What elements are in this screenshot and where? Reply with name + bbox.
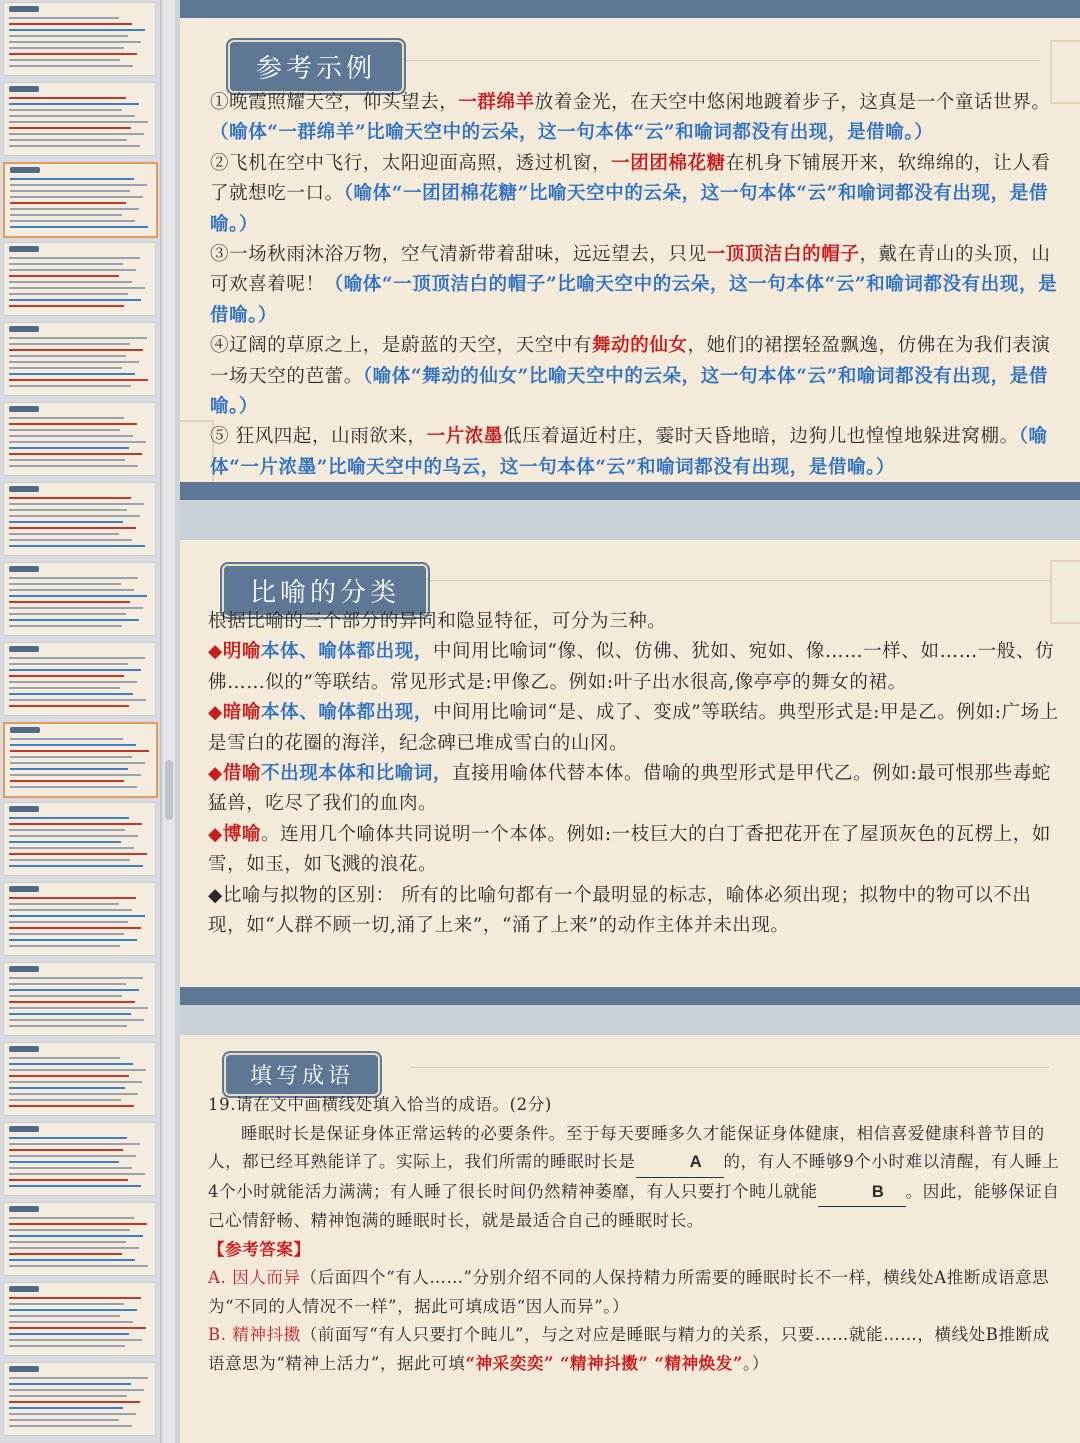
thumbnail-text-line xyxy=(9,349,143,351)
thumbnail-scrollbar[interactable] xyxy=(163,0,175,1443)
thumbnail-text-line xyxy=(9,1013,131,1015)
thumbnail-text-line xyxy=(9,29,145,31)
thumbnail-text-line xyxy=(9,663,128,665)
thumbnail-text-line xyxy=(9,1185,141,1187)
thumbnail-text-line xyxy=(9,1149,123,1151)
thumbnail-text-line xyxy=(9,109,122,111)
slide-thumbnail[interactable] xyxy=(3,402,156,476)
thumbnail-text-line xyxy=(9,1395,127,1397)
thumbnail-title-bar xyxy=(9,486,39,492)
slide-thumbnail[interactable] xyxy=(3,322,156,396)
thumbnail-text-line xyxy=(9,577,138,579)
thumbnail-text-line xyxy=(10,756,132,758)
thumbnail-text-line xyxy=(9,429,120,431)
thumbnail-text-line xyxy=(9,829,125,831)
thumbnail-text-line xyxy=(9,539,132,541)
thumbnail-text-line xyxy=(9,1247,139,1249)
thumbnail-text-line xyxy=(9,995,122,997)
thumbnail-text-line xyxy=(9,263,123,265)
thumbnail-text-line xyxy=(9,817,129,819)
thumbnail-text-line xyxy=(9,1081,142,1083)
thumbnail-title-bar xyxy=(9,566,39,572)
thumbnail-text-line xyxy=(9,305,124,307)
slide-thumbnail[interactable] xyxy=(3,82,156,156)
thumbnail-text-line xyxy=(9,435,133,437)
section-title: 参考示例 xyxy=(228,40,404,93)
thumbnail-text-line xyxy=(9,1001,135,1003)
thumbnail-text-line xyxy=(9,1179,128,1181)
thumbnail-text-line xyxy=(9,41,141,43)
example-item: ②飞机在空中飞行，太阳迎面高照，透过机窗，一团团棉花糖在机身下铺展开来，软绵绵的，让人看了就想吃一口。（喻体“一团团棉花糖”比喻天空中的云朵，这一句本体“云”和喻词都没有出现，是借喻。） xyxy=(210,152,1051,235)
thumbnail-text-line xyxy=(10,208,139,210)
thumbnail-title-bar xyxy=(9,1046,39,1052)
slide-metaphor-classification[interactable] xyxy=(180,540,1080,1005)
thumbnail-text-line xyxy=(9,859,130,861)
thumbnail-text-line xyxy=(9,1425,132,1427)
decorative-line xyxy=(410,1067,1050,1068)
thumbnail-text-line xyxy=(9,1229,130,1231)
thumbnail-text-line xyxy=(9,619,139,621)
type-item: ◆博喻。连用几个喻体共同说明一个本体。例如:一枝巨大的白丁香把花开在了屋顶灰色的瓦楞上，如雪，如玉，如飞溅的浪花。 xyxy=(208,823,1051,876)
thumbnail-text-line xyxy=(9,1297,141,1299)
thumbnail-text-line xyxy=(9,1063,133,1065)
thumbnail-title-bar xyxy=(9,406,39,412)
thumbnail-text-line xyxy=(9,97,126,99)
thumbnail-text-line xyxy=(9,355,126,357)
thumbnail-text-line xyxy=(9,497,131,499)
thumbnail-text-line xyxy=(9,417,124,419)
thumbnail-title-bar xyxy=(9,326,39,332)
section-title: 比喻的分类 xyxy=(222,564,428,617)
thumbnail-text-line xyxy=(9,1105,134,1107)
thumbnail-title-bar xyxy=(10,727,40,733)
thumbnail-text-line xyxy=(9,23,132,25)
thumbnail-text-line xyxy=(9,835,138,837)
thumbnail-text-line xyxy=(9,1099,121,1101)
thumbnail-text-line xyxy=(10,738,123,740)
slide-thumbnail[interactable] xyxy=(3,1122,156,1196)
thumbnail-text-line xyxy=(9,1321,133,1323)
thumbnail-text-line xyxy=(9,1259,135,1261)
thumbnail-text-line xyxy=(9,1235,143,1237)
slide-thumbnail[interactable] xyxy=(3,2,156,76)
section-title: 填写成语 xyxy=(224,1053,380,1096)
thumbnail-text-line xyxy=(9,275,119,277)
answer-b: B. 精神抖擞（前面写“有人只要打个盹儿”，与之对应是睡眠与精力的关系，只要……就能……，横线处B推断成语意思为“精神上活力”，据此可填“神采奕奕” “精神抖擞” “精神焕发”。） xyxy=(208,1325,1050,1373)
thumbnail-text-line xyxy=(9,65,133,67)
thumbnail-text-line xyxy=(9,453,142,455)
thumbnail-text-line xyxy=(9,613,126,615)
thumbnail-text-line xyxy=(9,545,145,547)
thumbnail-text-line xyxy=(10,178,134,180)
thumbnail-text-line xyxy=(9,459,125,461)
thumbnail-text-line xyxy=(9,847,134,849)
thumbnail-text-line xyxy=(10,226,148,228)
thumbnail-text-line xyxy=(9,1345,125,1347)
type-item: ◆借喻不出现本体和比喻词，直接用喻体代替本体。借喻的典型形式是甲代乙。例如:最可恨那些毒蛇猛兽，吃尽了我们的血肉。 xyxy=(208,763,1051,815)
thumbnail-text-line xyxy=(9,977,143,979)
thumbnail-text-line xyxy=(10,220,135,222)
slide-thumbnail-panel xyxy=(0,0,161,1443)
slide-thumbnail[interactable] xyxy=(3,882,156,956)
thumbnail-text-line xyxy=(9,1419,119,1421)
thumbnail-text-line xyxy=(9,1383,131,1385)
type-item: ◆明喻本体、喻体都出现，中间用比喻词“像、似、仿佛、犹如、宛如、像……一样、如……一般、仿佛……似的”等联结。常见形式是:甲像乙。例如:叶子出水很高,像亭亭的舞女的裙。 xyxy=(208,641,1055,693)
thumbnail-text-line xyxy=(9,1377,148,1379)
thumbnail-text-line xyxy=(9,939,137,941)
thumbnail-text-line xyxy=(9,1413,136,1415)
thumbnail-text-line xyxy=(9,1137,127,1139)
thumbnail-text-line xyxy=(9,1069,146,1071)
thumbnail-text-line xyxy=(9,657,145,659)
difference-item: ◆比喻与拟物的区别： 所有的比喻句都有一个最明显的标志，喻体必须出现；拟物中的物可以不出现，如“人群不顾一切,涌了上来”，“涌了上来”的动作主体并未出现。 xyxy=(208,884,1032,937)
slide-thumbnail[interactable] xyxy=(3,802,156,876)
thumbnail-text-line xyxy=(9,527,136,529)
slide-header-bar xyxy=(180,0,1080,18)
thumbnail-title-bar xyxy=(9,806,39,812)
thumbnail-text-line xyxy=(9,921,128,923)
thumbnail-text-line xyxy=(9,1253,122,1255)
thumbnail-text-line xyxy=(9,909,132,911)
thumbnail-title-bar xyxy=(9,646,39,652)
thumbnail-text-line xyxy=(10,768,128,770)
thumbnail-text-line xyxy=(9,1075,129,1077)
thumbnail-text-line xyxy=(9,945,120,947)
thumbnail-title-bar xyxy=(9,886,39,892)
thumbnail-text-line xyxy=(10,780,124,782)
passage: 睡眠时长是保证身体正常运转的必要条件。至于每天要睡多久才能保证身体健康，相信喜爱健康科普节目的人，都已经耳熟能详了。实际上，我们所需的睡眠时长是 A 的，有人不睡够9个小时难以清醒，有人睡上4个小时就能活力满满；有人睡了很长时间仍然精神萎靡，有人只要打个盹儿就能 B 。因此，能够保证自己心情舒畅、精神饱满的睡眠时长，就是最适合自己的睡眠时长。 xyxy=(208,1123,1060,1230)
thumbnail-text-line xyxy=(9,583,121,585)
thumbnail-text-line xyxy=(9,447,129,449)
thumbnail-text-line xyxy=(9,1025,127,1027)
thumbnail-text-line xyxy=(10,184,147,186)
example-item: ⑤ 狂风四起，山雨欲来，一片浓墨低压着逼近村庄，霎时天昏地暗，边狗儿也惶惶地躲进窝棚。（喻体“一片浓墨”比喻天空中的乌云，这一句本体“云”和喻词都没有出现，是借喻。） xyxy=(210,426,1048,478)
thumbnail-text-line xyxy=(9,103,139,105)
thumbnail-text-line xyxy=(9,465,138,467)
thumbnail-text-line xyxy=(9,983,126,985)
slide-thumbnail[interactable] xyxy=(3,1042,156,1116)
thumbnail-text-line xyxy=(10,744,136,746)
example-list xyxy=(210,88,1060,483)
thumbnail-text-line xyxy=(9,1143,140,1145)
thumbnail-text-line xyxy=(9,1007,148,1009)
thumbnail-text-line xyxy=(9,1339,142,1341)
thumbnail-text-line xyxy=(9,121,148,123)
thumbnail-text-line xyxy=(9,669,141,671)
thumbnail-text-line xyxy=(9,299,141,301)
thumbnail-text-line xyxy=(9,47,124,49)
intro-text: 根据比喻的三个部分的异同和隐显特征，可分为三种。 xyxy=(208,611,667,632)
slide-reference-example[interactable] xyxy=(180,0,1080,500)
thumbnail-text-line xyxy=(9,841,121,843)
thumbnail-text-line xyxy=(9,1327,146,1329)
thumbnail-title-bar xyxy=(9,1286,39,1292)
thumbnail-text-line xyxy=(9,699,146,701)
thumbnail-text-line xyxy=(9,625,122,627)
thumbnail-text-line xyxy=(9,257,140,259)
thumbnail-text-line xyxy=(9,687,120,689)
thumbnail-text-line xyxy=(9,1087,125,1089)
slide-thumbnail[interactable] xyxy=(3,162,158,238)
thumbnail-text-line xyxy=(9,601,130,603)
thumbnail-text-line xyxy=(9,1167,132,1169)
thumbnail-text-line xyxy=(9,269,136,271)
thumbnail-title-bar xyxy=(9,1366,39,1372)
thumbnail-text-line xyxy=(9,521,123,523)
thumbnail-text-line xyxy=(10,196,143,198)
classification-content xyxy=(208,607,1060,941)
thumbnail-text-line xyxy=(10,190,130,192)
slide-thumbnail[interactable] xyxy=(3,962,156,1036)
thumbnail-text-line xyxy=(10,786,137,788)
thumbnail-text-line xyxy=(9,1333,129,1335)
thumbnail-text-line xyxy=(9,293,128,295)
thumbnail-text-line xyxy=(9,1155,136,1157)
decorative-corner xyxy=(180,420,214,484)
thumbnail-title-bar xyxy=(9,1206,39,1212)
thumbnail-text-line xyxy=(9,865,143,867)
thumbnail-title-bar xyxy=(9,6,39,12)
thumbnail-text-line xyxy=(9,1315,120,1317)
blank-b[interactable]: B xyxy=(818,1178,906,1208)
thumbnail-text-line xyxy=(9,423,137,425)
thumbnail-text-line xyxy=(9,533,119,535)
slide-gap xyxy=(180,500,1080,540)
slide-thumbnail[interactable] xyxy=(3,482,156,556)
thumbnail-text-line xyxy=(9,361,139,363)
slide-thumbnail[interactable] xyxy=(3,1282,156,1356)
thumbnail-text-line xyxy=(9,17,119,19)
slide-thumbnail[interactable] xyxy=(3,1362,156,1436)
thumbnail-text-line xyxy=(9,59,120,61)
thumbnail-text-line xyxy=(9,509,127,511)
slide-fill-idiom[interactable] xyxy=(180,1035,1080,1443)
slide-gap xyxy=(180,1005,1080,1035)
thumbnail-text-line xyxy=(9,1265,148,1267)
thumbnail-text-line xyxy=(9,115,135,117)
thumbnail-text-line xyxy=(9,1161,119,1163)
thumbnail-text-line xyxy=(9,515,140,517)
example-item: ③一场秋雨沐浴万物，空气清新带着甜味，远远望去，只见一顶顶洁白的帽子，戴在青山的头顶，山可欢喜着呢！（喻体“一顶顶洁白的帽子”比喻天空中的云朵，这一句本体“云”和喻词都没有出现，是借喻。） xyxy=(210,244,1058,326)
thumbnail-text-line xyxy=(10,762,145,764)
thumbnail-text-line xyxy=(9,915,145,917)
thumbnail-text-line xyxy=(9,989,139,991)
decorative-line xyxy=(380,60,1040,61)
thumbnail-text-line xyxy=(9,675,124,677)
thumbnail-text-line xyxy=(9,281,132,283)
slide-thumbnail[interactable] xyxy=(3,722,158,798)
thumbnail-text-line xyxy=(9,607,143,609)
thumbnail-text-line xyxy=(9,853,147,855)
thumbnail-title-bar xyxy=(9,1126,39,1132)
thumbnail-text-line xyxy=(10,750,149,752)
thumbnail-text-line xyxy=(10,202,126,204)
thumbnail-text-line xyxy=(9,367,122,369)
thumbnail-text-line xyxy=(9,903,119,905)
thumbnail-text-line xyxy=(9,1241,126,1243)
thumbnail-text-line xyxy=(9,1217,134,1219)
thumbnail-text-line xyxy=(9,823,142,825)
thumbnail-text-line xyxy=(9,1223,147,1225)
thumbnail-text-line xyxy=(9,1303,124,1305)
example-item: ④辽阔的草原之上，是蔚蓝的天空，天空中有舞动的仙女，她们的裙摆轻盈飘逸，仿佛在为我们表演一场天空的芭蕾。（喻体“舞动的仙女”比喻天空中的云朵，这一句本体“云”和喻词都没有出现，是借喻。） xyxy=(210,335,1051,418)
thumbnail-text-line xyxy=(9,693,133,695)
thumbnail-title-bar xyxy=(9,966,39,972)
thumbnail-title-bar xyxy=(9,246,39,252)
thumbnail-text-line xyxy=(10,214,122,216)
thumbnail-text-line xyxy=(9,705,129,707)
thumbnail-title-bar xyxy=(9,86,39,92)
thumbnail-text-line xyxy=(9,337,147,339)
thumbnail-text-line xyxy=(9,145,140,147)
thumbnail-text-line xyxy=(9,933,124,935)
thumbnail-text-line xyxy=(9,127,131,129)
type-item: ◆暗喻本体、喻体都出现，中间用比喻词“是、成了、变成”等联结。典型形式是:甲是乙。例如:广场上是雪白的花圈的海洋，纪念碑已堆成雪白的山冈。 xyxy=(208,702,1059,754)
thumbnail-text-line xyxy=(9,35,128,37)
example-item: ①晚霞照耀天空，仰头望去，一群绵羊放着金光，在天空中悠闲地踱着步子，这真是一个童话世界。（喻体“一群绵羊”比喻天空中的云朵，这一句本体“云”和喻词都没有出现，是借喻。） xyxy=(210,92,1051,144)
thumbnail-text-line xyxy=(10,774,141,776)
slide-footer-bar xyxy=(180,987,1080,1005)
thumbnail-text-line xyxy=(9,1019,144,1021)
decorative-line xyxy=(430,580,1050,581)
answer-a: A. 因人而异（后面四个“有人……”分别介绍不同的人保持精力所需要的睡眠时长不一样，横线处A推断成语意思为“不同的人情况不一样”，据此可填成语“因人而异”。） xyxy=(208,1268,1050,1316)
thumbnail-title-bar xyxy=(10,167,40,173)
thumbnail-text-line xyxy=(9,1057,120,1059)
slide-footer-bar xyxy=(180,482,1080,500)
slide-thumbnail[interactable] xyxy=(3,562,156,636)
thumbnail-text-line xyxy=(9,589,134,591)
thumbnail-text-line xyxy=(9,897,136,899)
thumbnail-text-line xyxy=(9,1407,123,1409)
thumbnail-text-line xyxy=(9,133,144,135)
thumbnail-text-line xyxy=(9,1173,145,1175)
thumbnail-text-line xyxy=(9,503,144,505)
thumbnail-text-line xyxy=(9,595,147,597)
answer-label: 【参考答案】 xyxy=(208,1239,311,1259)
thumbnail-text-line xyxy=(9,681,137,683)
thumbnail-text-line xyxy=(9,139,127,141)
thumbnail-text-line xyxy=(9,441,146,443)
slide-thumbnail[interactable] xyxy=(3,642,156,716)
slide-thumbnail[interactable] xyxy=(3,1202,156,1276)
thumbnail-text-line xyxy=(9,1401,140,1403)
thumbnail-text-line xyxy=(9,343,130,345)
thumbnail-text-line xyxy=(9,385,131,387)
thumbnail-text-line xyxy=(9,927,141,929)
question-text: 19.请在文中画横线处填入恰当的成语。(2分) xyxy=(208,1095,552,1114)
thumbnail-text-line xyxy=(9,53,137,55)
thumbnail-text-line xyxy=(9,373,135,375)
blank-a[interactable]: A xyxy=(636,1148,724,1178)
scrollbar-thumb[interactable] xyxy=(165,760,173,820)
slide-thumbnail[interactable] xyxy=(3,242,156,316)
thumbnail-text-line xyxy=(9,379,148,381)
thumbnail-text-line xyxy=(9,1093,138,1095)
thumbnail-text-line xyxy=(9,1389,144,1391)
idiom-content xyxy=(208,1091,1060,1378)
thumbnail-text-line xyxy=(9,1309,137,1311)
thumbnail-text-line xyxy=(9,287,145,289)
